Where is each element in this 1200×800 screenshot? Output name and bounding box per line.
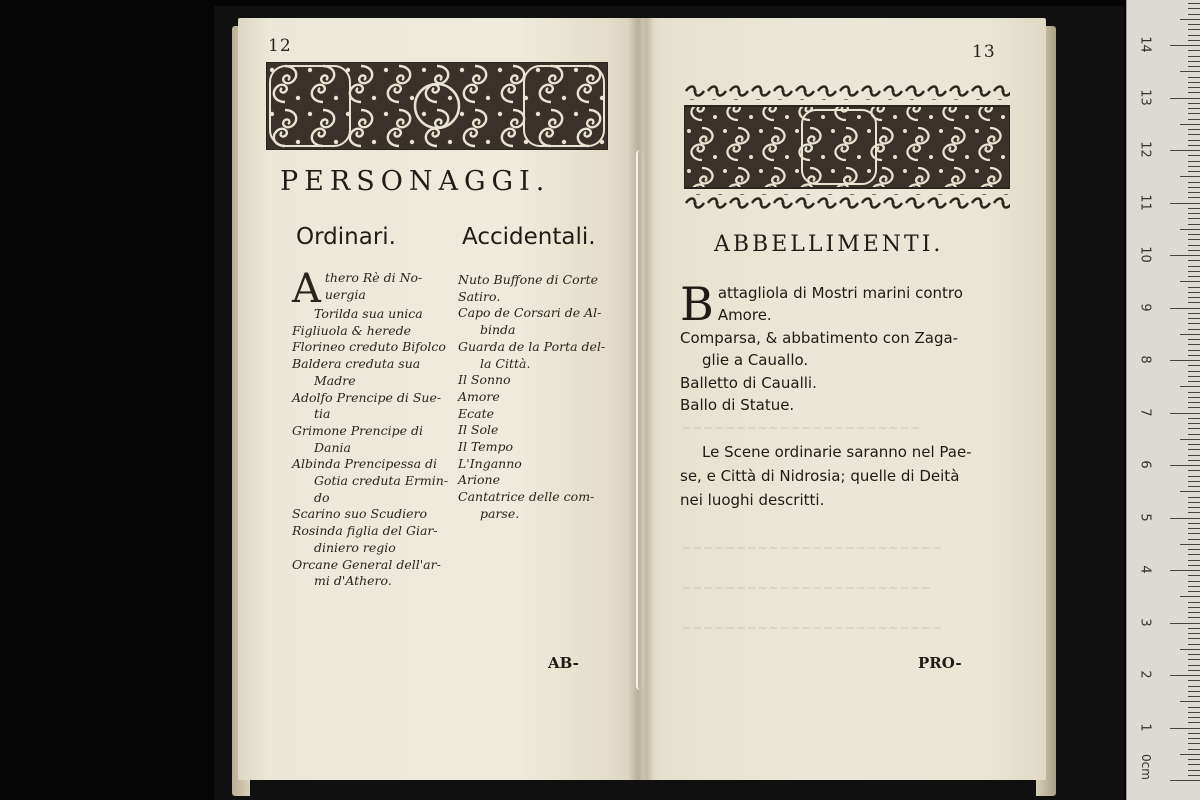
drop-cap-b: B [680,277,714,331]
ruler-tick [1188,108,1200,109]
ruler-tick [1180,649,1200,650]
ruler-tick [1188,481,1200,482]
ruler-tick [1170,518,1200,519]
ruler-tick [1180,71,1200,72]
ruler-tick [1188,208,1200,209]
ruler-tick [1188,407,1200,408]
ruler-tick [1170,203,1200,204]
ruler-tick [1188,87,1200,88]
ruler-tick [1170,360,1200,361]
abbellimenti-list [680,277,1020,416]
ruler-tick [1188,633,1200,634]
cast-line: Figliuola & herede [292,322,411,338]
ruler-tick [1188,92,1200,93]
ruler-tick [1180,19,1200,20]
ruler-tick [1188,271,1200,272]
ruler-tick [1188,77,1200,78]
ruler-tick [1188,733,1200,734]
ruler-label: 1 [1137,722,1153,732]
catchword-left: AB- [548,654,579,672]
ruler-tick [1188,213,1200,214]
ruler-tick [1188,218,1200,219]
ruler-tick [1188,365,1200,366]
ruler-tick [1188,119,1200,120]
cast-line: tia [314,406,331,422]
ruler-tick [1188,612,1200,613]
cast-line: Capo de Corsari de Al- [458,305,602,321]
cast-line: Baldera creduta sua [292,356,421,372]
ruler-tick [1188,686,1200,687]
ruler-tick [1188,434,1200,435]
ruler-tick [1188,607,1200,608]
ruler-tick [1188,266,1200,267]
ruler-tick [1188,8,1200,9]
ruler-tick [1188,749,1200,750]
ruler-tick [1188,476,1200,477]
cast-line: Florineo creduto Bifolco [292,339,446,355]
catchword-right: PRO- [918,654,962,672]
ruler-tick [1188,738,1200,739]
ruler-label: 8 [1137,355,1153,364]
ruler-tick [1188,129,1200,130]
ruler-tick [1188,575,1200,576]
ruler-tick [1188,323,1200,324]
cast-line: Adolfo Prencipe di Sue- [292,389,442,405]
ruler-tick [1188,145,1200,146]
abbellimento-line: glie a Cauallo. [702,351,809,370]
ruler-tick [1188,29,1200,30]
ruler-tick [1188,3,1200,4]
cast-line: Il Tempo [458,439,514,455]
ruler-tick [1180,334,1200,335]
ruler-tick [1180,491,1200,492]
ruler-tick [1188,602,1200,603]
ruler-tick [1170,465,1200,466]
ruler-tick [1188,512,1200,513]
cast-line: Grimone Prencipe di [292,422,423,438]
floral-ornament-icon [684,84,1010,210]
ruler-tick [1188,260,1200,261]
ruler-tick [1188,628,1200,629]
ruler-tick [1170,728,1200,729]
ruler-tick [1188,140,1200,141]
cast-line: Il Sole [458,422,499,438]
ruler-tick [1188,528,1200,529]
ruler-label: 3 [1137,617,1153,627]
ruler-tick [1188,166,1200,167]
ruler-tick [1188,66,1200,67]
ruler-tick [1180,544,1200,545]
ruler-tick [1188,381,1200,382]
ruler-tick [1180,754,1200,755]
ruler-tick [1188,617,1200,618]
ruler-tick [1188,497,1200,498]
ruler-tick [1188,455,1200,456]
ruler-label: 2 [1137,670,1153,679]
cast-line: Dania [314,439,351,455]
ruler-tick [1188,665,1200,666]
abbellimento-line: Balletto di Caualli. [680,373,817,392]
ruler-tick [1188,292,1200,293]
ruler-tick [1188,192,1200,193]
ruler-tick [1188,82,1200,83]
ruler-tick [1188,134,1200,135]
ruler-tick [1180,386,1200,387]
ruler-tick [1188,717,1200,718]
ruler-tick [1188,444,1200,445]
ruler-tick [1188,161,1200,162]
ruler-tick [1188,696,1200,697]
cast-line: Orcane General dell'ar- [292,556,441,572]
page-number-right: 13 [972,42,996,62]
ruler-tick [1188,418,1200,419]
ruler-tick [1188,470,1200,471]
ruler-tick [1188,339,1200,340]
scene-note-line: se, e Città di Nidrosia; quelle di Deità [680,467,960,485]
show-through-print: ~~~~~~~~~~~~~~~~~~~~~~~~ [681,541,943,556]
ruler-tick [1188,329,1200,330]
ruler-tick [1188,376,1200,377]
ruler-tick [1188,775,1200,776]
ruler-tick [1188,764,1200,765]
cast-line: Rosinda figlia del Giar- [292,523,438,539]
ruler-tick [1188,659,1200,660]
ruler-tick [1188,638,1200,639]
ruler-tick [1188,197,1200,198]
cast-line: Il Sonno [458,372,511,388]
scene-note-line: Le Scene ordinarie saranno nel Pae- [702,443,972,461]
cast-line: diniero regio [314,539,396,555]
cast-line: parse. [480,505,520,521]
ruler-label: 12 [1137,141,1153,158]
ruler-tick [1188,50,1200,51]
ruler-tick [1180,701,1200,702]
ruler-label: 6 [1137,460,1153,469]
ruler-tick [1170,45,1200,46]
ruler-tick [1188,276,1200,277]
ruler-tick [1188,344,1200,345]
ruler-tick [1188,428,1200,429]
ruler-tick [1170,308,1200,309]
ruler-label: 5 [1137,512,1153,522]
ruler-label: 10 [1137,246,1153,263]
cast-list-accidentali [458,272,618,523]
ruler-tick [1170,150,1200,151]
ruler-tick [1188,712,1200,713]
page-title-personaggi: PERSONAGGI. [280,166,551,197]
ruler-tick [1188,581,1200,582]
ruler-tick [1188,586,1200,587]
ruler-tick [1188,313,1200,314]
binding-thread [636,150,644,690]
ruler-tick [1188,539,1200,540]
ruler-tick [1188,318,1200,319]
scene-note [680,440,1025,512]
cast-line: thero Rè di No- [324,270,423,285]
ruler-tick [1188,103,1200,104]
ruler-tick [1188,297,1200,298]
ruler-label: 9 [1137,302,1153,312]
ruler-tick [1188,113,1200,114]
ruler-tick [1188,560,1200,561]
ruler-tick [1170,570,1200,571]
show-through-print: ~~~~~~~~~~~~~~~~~~~~~~~~ [681,621,943,636]
ruler-tick [1180,596,1200,597]
ruler-tick [1188,423,1200,424]
page-number-left: 12 [268,36,292,56]
ruler-tick [1188,245,1200,246]
column-heading-accidentali: Accidentali. [462,224,596,250]
ruler-tick [1188,691,1200,692]
cast-line: Guarda de la Porta del- [458,338,606,354]
ruler-label: 13 [1137,88,1153,106]
ruler-tick [1188,680,1200,681]
ruler-tick [1188,371,1200,372]
ornamental-headpiece-right [684,84,1010,210]
cast-line: Ecate [458,405,494,421]
cast-line: Scarino suo Scudiero [292,506,428,522]
ruler-tick [1188,449,1200,450]
ruler-tick [1188,644,1200,645]
cast-line: Torilda sua unica [314,306,423,321]
ruler-tick [1188,287,1200,288]
ruler-tick [1188,486,1200,487]
drop-cap-a: A [292,266,321,312]
ruler-tick [1180,439,1200,440]
ruler-tick [1188,61,1200,62]
cast-list-ordinari [292,266,452,590]
ruler-tick [1188,554,1200,555]
ruler-tick [1170,413,1200,414]
ruler-tick [1188,171,1200,172]
ruler-tick [1170,780,1200,781]
ruler-tick [1188,743,1200,744]
ruler-tick [1188,460,1200,461]
ruler-tick [1188,565,1200,566]
cast-line: do [314,489,330,505]
show-through-print: ~~~~~~~~~~~~~~~~~~~~~~ [681,421,921,436]
ornamental-headpiece-left [266,62,608,150]
ruler-tick [1180,229,1200,230]
ruler-tick [1170,623,1200,624]
ruler-tick [1188,40,1200,41]
scene-note-line: nei luoghi descritti. [680,491,825,509]
ruler-label: 7 [1137,407,1153,417]
ruler-label: 4 [1137,565,1153,574]
ruler-tick [1188,302,1200,303]
ruler-tick [1188,523,1200,524]
show-through-print: ~~~~~~~~~~~~~~~~~~~~~~~ [681,581,932,596]
cast-line: Satiro. [458,288,501,304]
ruler-tick [1188,182,1200,183]
ruler-tick [1188,402,1200,403]
abbellimento-line: Ballo di Statue. [680,396,795,415]
cast-line: uergia [324,286,366,302]
ruler-tick [1170,675,1200,676]
cast-line: Arione [458,472,500,488]
abbellimento-line: Amore. [717,306,772,325]
ruler-tick [1188,502,1200,503]
cast-line: Nuto Buffone di Corte [458,272,599,287]
ruler-tick [1188,670,1200,671]
ruler-tick [1188,654,1200,655]
cast-line: binda [480,322,516,338]
cast-line: mi d'Athero. [314,573,392,589]
ruler-tick [1188,355,1200,356]
ruler-tick [1188,24,1200,25]
ruler-label: 11 [1137,193,1153,211]
cast-line: L'Inganno [458,455,522,471]
column-heading-ordinari: Ordinari. [296,224,396,250]
ruler-tick [1188,239,1200,240]
ruler-tick [1170,98,1200,99]
ruler-tick [1180,176,1200,177]
ruler-tick [1188,187,1200,188]
ruler-tick [1188,224,1200,225]
ruler-tick [1188,14,1200,15]
ruler-tick [1188,397,1200,398]
ruler-tick [1188,56,1200,57]
measuring-ruler [1126,0,1200,800]
abbellimento-line: attagliola di Mostri marini contro [717,284,963,302]
ruler-tick [1188,250,1200,251]
ruler-tick [1188,392,1200,393]
floral-ornament-icon [266,62,608,150]
ruler-tick [1170,255,1200,256]
page-title-abbellimenti: ABBELLIMENTI. [714,232,944,257]
ruler-tick [1188,549,1200,550]
ruler-tick [1188,234,1200,235]
ruler-tick [1180,281,1200,282]
abbellimento-line: Comparsa, & abbatimento con Zaga- [680,328,959,347]
ruler-tick [1188,591,1200,592]
ruler-unit-label: 0cm [1138,754,1153,780]
ruler-tick [1180,124,1200,125]
cast-line: Gotia creduta Ermin- [314,473,449,489]
ruler-tick [1188,722,1200,723]
ruler-label: 14 [1137,36,1153,53]
ruler-tick [1188,155,1200,156]
ruler-tick [1188,507,1200,508]
ruler-tick [1188,770,1200,771]
cast-line: la Città. [480,355,531,371]
ruler-tick [1188,759,1200,760]
cast-line: Madre [314,372,356,388]
cast-line: Cantatrice delle com- [458,489,595,505]
ruler-tick [1188,707,1200,708]
ruler-tick [1188,350,1200,351]
ruler-tick [1188,533,1200,534]
cast-line: Amore [458,388,500,404]
cast-line: Albinda Prencipessa di [292,456,437,472]
ruler-tick [1188,35,1200,36]
